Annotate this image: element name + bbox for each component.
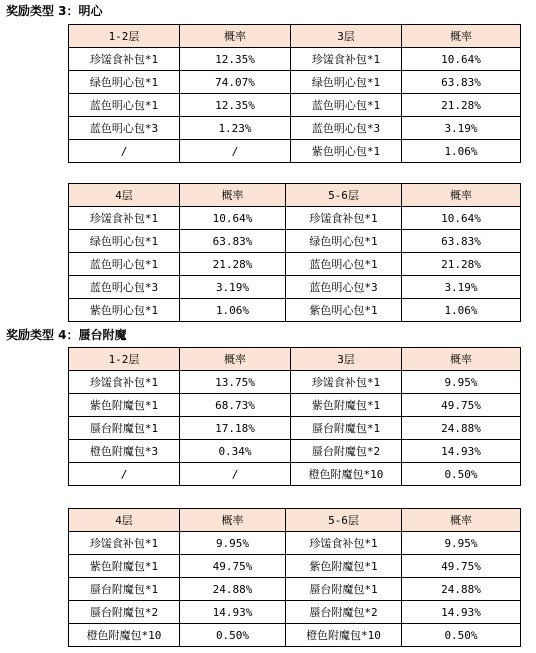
table-row <box>69 555 521 578</box>
table-cell: 63.83% <box>402 71 521 94</box>
table-cell: 9.95% <box>402 371 521 394</box>
table-cell: 14.93% <box>180 601 286 624</box>
table-row <box>69 624 521 647</box>
probability-table-floors-1-3-mingxin <box>68 24 521 163</box>
table-row <box>69 117 521 140</box>
table-cell: 9.95% <box>402 532 521 555</box>
table-cell: 10.64% <box>402 207 521 230</box>
table-row <box>69 207 521 230</box>
table-cell: 蜃台附魔包*2 <box>69 601 180 624</box>
header-cell: 5-6层 <box>286 509 402 532</box>
table-cell: 橙色附魔包*10 <box>291 463 402 486</box>
section-heading-reward-type-3: 奖励类型 3：明心 <box>6 4 103 18</box>
table-cell: 3.19% <box>402 276 521 299</box>
table-cell: 橙色附魔包*10 <box>69 624 180 647</box>
table-cell: 63.83% <box>180 230 286 253</box>
table-cell: / <box>69 463 180 486</box>
table-cell: 紫色附魔包*1 <box>69 394 180 417</box>
header-cell: 概率 <box>180 184 286 207</box>
table-cell: 3.19% <box>402 117 521 140</box>
table-cell: 珍馐食补包*1 <box>69 532 180 555</box>
table-cell: 24.88% <box>402 578 521 601</box>
header-cell: 概率 <box>402 25 521 48</box>
table-cell: 珍馐食补包*1 <box>286 532 402 555</box>
table-cell: 14.93% <box>402 440 521 463</box>
table-cell: 12.35% <box>180 48 291 71</box>
table-cell: 蜃台附魔包*1 <box>69 417 180 440</box>
table-cell: 蓝色明心包*3 <box>69 276 180 299</box>
table-cell: 蓝色明心包*3 <box>286 276 402 299</box>
table-cell: 紫色明心包*1 <box>286 299 402 322</box>
table-cell: 蜃台附魔包*1 <box>291 417 402 440</box>
table-row <box>69 440 521 463</box>
table-cell: 蓝色明心包*3 <box>69 117 180 140</box>
table-row <box>69 371 521 394</box>
section-heading-reward-type-4: 奖励类型 4：蜃台附魔 <box>6 328 127 342</box>
table-cell: 紫色明心包*1 <box>69 299 180 322</box>
table-row <box>69 532 521 555</box>
header-cell: 概率 <box>180 509 286 532</box>
table-cell: 珍馐食补包*1 <box>69 48 180 71</box>
table-cell: 14.93% <box>402 601 521 624</box>
table-cell: 绿色明心包*1 <box>69 230 180 253</box>
table-cell: 紫色附魔包*1 <box>291 394 402 417</box>
table-cell: 紫色附魔包*1 <box>69 555 180 578</box>
table-cell: 蓝色明心包*1 <box>69 253 180 276</box>
table-cell: 蓝色明心包*1 <box>286 253 402 276</box>
table-cell: 紫色明心包*1 <box>291 140 402 163</box>
table-cell: 紫色附魔包*1 <box>286 555 402 578</box>
table-header-row <box>69 184 521 207</box>
table-cell: 珍馐食补包*1 <box>291 371 402 394</box>
table-cell: 3.19% <box>180 276 286 299</box>
header-cell: 概率 <box>402 184 521 207</box>
header-cell: 3层 <box>291 25 402 48</box>
table-cell: 珍馐食补包*1 <box>69 371 180 394</box>
table-cell: 1.06% <box>180 299 286 322</box>
table-cell: 12.35% <box>180 94 291 117</box>
table-cell: 10.64% <box>180 207 286 230</box>
table-cell: 68.73% <box>180 394 291 417</box>
table-cell: 24.88% <box>180 578 286 601</box>
table-cell: 绿色明心包*1 <box>69 71 180 94</box>
table-cell: 蜃台附魔包*2 <box>291 440 402 463</box>
table-cell: 蜃台附魔包*2 <box>286 601 402 624</box>
table-row <box>69 71 521 94</box>
table-row <box>69 299 521 322</box>
table-row <box>69 253 521 276</box>
table-cell: 1.23% <box>180 117 291 140</box>
table-row <box>69 48 521 71</box>
table-row <box>69 578 521 601</box>
table-cell: 49.75% <box>402 394 521 417</box>
table-cell: 9.95% <box>180 532 286 555</box>
header-cell: 4层 <box>69 509 180 532</box>
probability-table-floors-1-3-enchant <box>68 347 521 486</box>
table-cell: 蓝色明心包*3 <box>291 117 402 140</box>
header-cell: 概率 <box>402 348 521 371</box>
header-cell: 3层 <box>291 348 402 371</box>
probability-table-floors-4-6-enchant <box>68 508 521 647</box>
table-cell: 21.28% <box>402 94 521 117</box>
header-cell: 5-6层 <box>286 184 402 207</box>
table-cell: 24.88% <box>402 417 521 440</box>
table-cell: 1.06% <box>402 140 521 163</box>
table-row <box>69 140 521 163</box>
table-cell: 21.28% <box>402 253 521 276</box>
header-cell: 1-2层 <box>69 348 180 371</box>
table-cell: 63.83% <box>402 230 521 253</box>
header-cell: 概率 <box>180 348 291 371</box>
table-cell: 蓝色明心包*1 <box>291 94 402 117</box>
table-cell: / <box>180 463 291 486</box>
header-cell: 1-2层 <box>69 25 180 48</box>
header-cell: 概率 <box>180 25 291 48</box>
table-cell: 蓝色明心包*1 <box>69 94 180 117</box>
table-cell: 蜃台附魔包*1 <box>69 578 180 601</box>
table-header-row <box>69 25 521 48</box>
table-row <box>69 394 521 417</box>
table-cell: 10.64% <box>402 48 521 71</box>
table-cell: 珍馐食补包*1 <box>291 48 402 71</box>
table-row <box>69 276 521 299</box>
table-cell: 0.50% <box>180 624 286 647</box>
table-cell: 0.50% <box>402 463 521 486</box>
table-cell: 17.18% <box>180 417 291 440</box>
table-cell: 0.34% <box>180 440 291 463</box>
table-cell: 珍馐食补包*1 <box>69 207 180 230</box>
table-cell: 绿色明心包*1 <box>291 71 402 94</box>
table-cell: 绿色明心包*1 <box>286 230 402 253</box>
table-cell: 49.75% <box>180 555 286 578</box>
probability-table-floors-4-6-mingxin <box>68 183 521 322</box>
table-cell: 0.50% <box>402 624 521 647</box>
table-cell: 13.75% <box>180 371 291 394</box>
table-cell: 1.06% <box>402 299 521 322</box>
table-cell: / <box>180 140 291 163</box>
table-cell: 74.07% <box>180 71 291 94</box>
header-cell: 4层 <box>69 184 180 207</box>
table-cell: 49.75% <box>402 555 521 578</box>
table-header-row <box>69 509 521 532</box>
table-cell: 蜃台附魔包*1 <box>286 578 402 601</box>
table-cell: 珍馐食补包*1 <box>286 207 402 230</box>
table-cell: 橙色附魔包*10 <box>286 624 402 647</box>
table-row <box>69 463 521 486</box>
table-row <box>69 601 521 624</box>
table-cell: / <box>69 140 180 163</box>
table-cell: 橙色附魔包*3 <box>69 440 180 463</box>
table-row <box>69 417 521 440</box>
table-cell: 21.28% <box>180 253 286 276</box>
table-header-row <box>69 348 521 371</box>
header-cell: 概率 <box>402 509 521 532</box>
table-row <box>69 230 521 253</box>
table-row <box>69 94 521 117</box>
